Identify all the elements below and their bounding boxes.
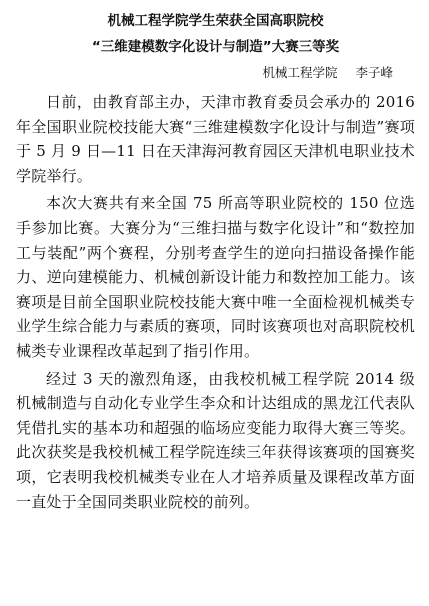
paragraph-3: 经过 3 天的激烈角逐，由我校机械工程学院 2014 级机械制造与自动化专业学生李众和计达组成的黑龙江代表队凭借扎实的基本功和超强的临场应变能力取得大赛三等奖。此次获奖是我校机械工程学院连续三年获得该赛项的国赛奖项，它表明我校机械类专业在人才培养质量及课程改革方面一直处于全国同类职业院校的前列。 [16, 369, 415, 511]
article-title-line-2: “三维建模数字化设计与制造”大赛三等奖 [91, 39, 340, 55]
byline [16, 62, 393, 84]
author-department: 机械工程学院 [262, 65, 338, 80]
author-name: 李子峰 [355, 65, 393, 80]
article-title-line-1: 机械工程学院学生荣获全国高职院校 [107, 13, 324, 29]
paragraph-1: 日前，由教育部主办，天津市教育委员会承办的 2016 年全国职业院校技能大赛“三维建模数字化设计与制造”赛项于 5 月 9 日—11 日在天津海河教育园区天津机电职业技术学院举行。 [16, 93, 415, 185]
paragraph-2: 本次大赛共有来全国 75 所高等职业院校的 150 位选手参加比赛。大赛分为“三维扫描与数字化设计”和“数控加工与装配”两个赛程，分别考查学生的逆向扫描设备操作能力、逆向建模能力、机械创新设计能力和数控加工能力。该赛项是目前全国职业院校技能大赛中唯一全面检视机械类专业学生综合能力与素质的赛项，同时该赛项也对高职院校机械类专业课程改革起到了指引作用。 [16, 194, 415, 360]
